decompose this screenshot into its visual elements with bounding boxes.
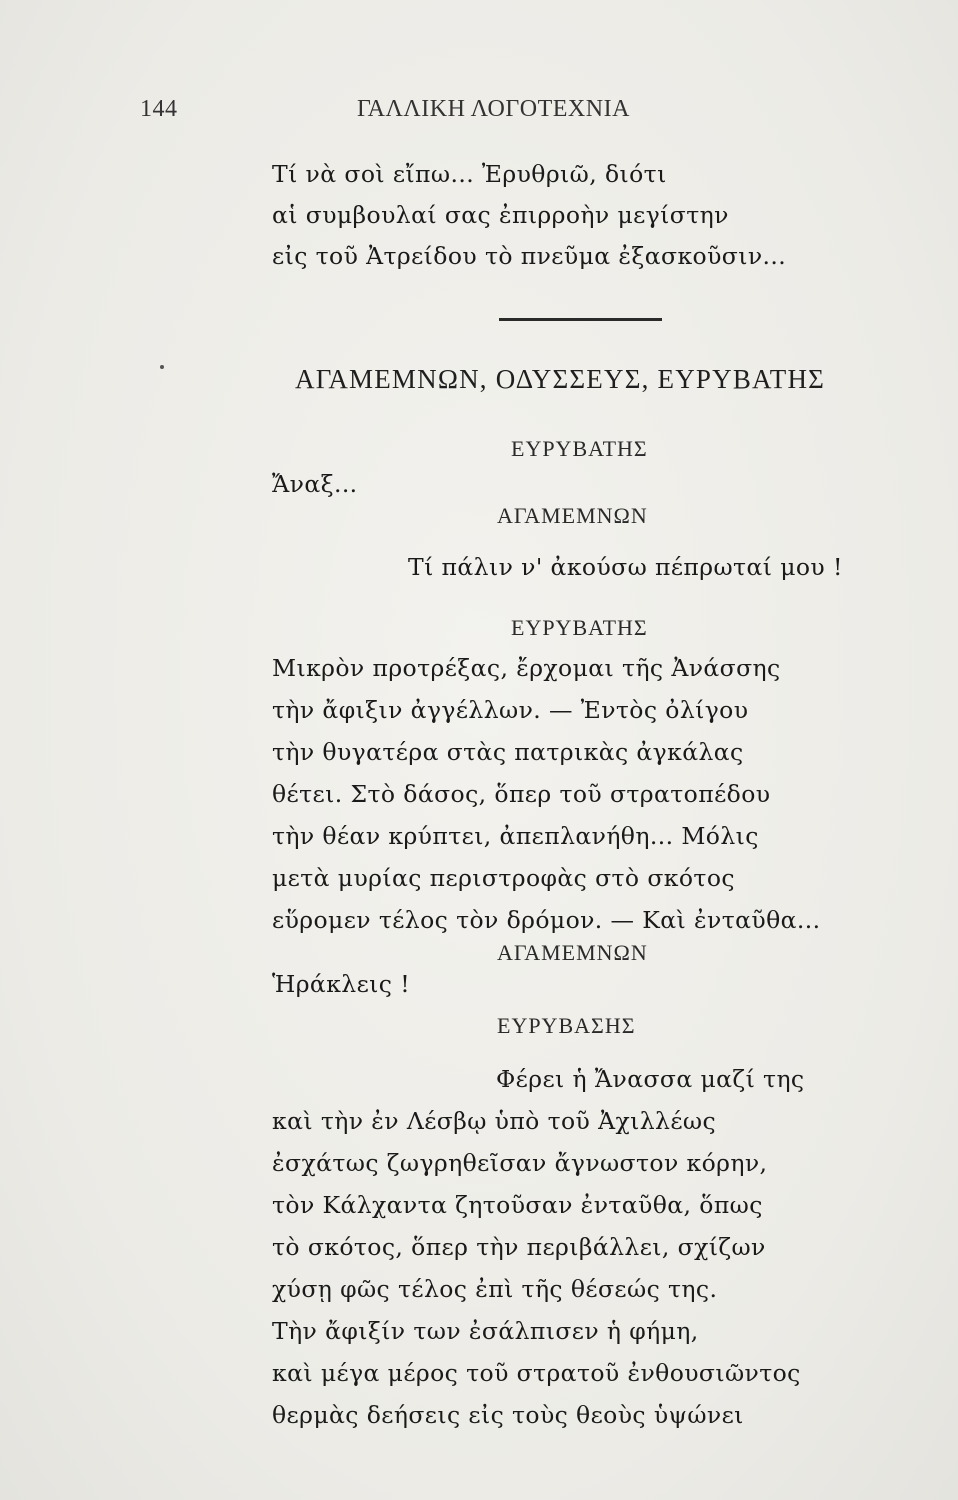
verse-line: ἐσχάτως ζωγρηθεῖσαν ἄγνωστον κόρην, — [272, 1149, 768, 1177]
speaker-name: ΑΓΑΜΕΜΝΩΝ — [497, 503, 648, 528]
verse-line: τὸ σκότος, ὅπερ τὴν περιβάλλει, σχίζων — [272, 1233, 766, 1261]
verse-line: καὶ τὴν ἐν Λέσβῳ ὑπὸ τοῦ Ἀχιλλέως — [272, 1107, 717, 1135]
verse-line: θερμὰς δεήσεις εἰς τοὺς θεοὺς ὑψώνει — [272, 1401, 744, 1429]
verse-line: εὕρομεν τέλος τὸν δρόμον. — Καὶ ἐνταῦθα... — [272, 906, 821, 934]
verse-line: Τί πάλιν ν' ἀκούσω πέπρωταί μου ! — [408, 553, 843, 581]
verse-line: αἱ συμβουλαί σας ἐπιρροὴν μεγίστην — [272, 201, 729, 229]
verse-line: τὴν ἄφιξιν ἀγγέλλων. — Ἐντὸς ὀλίγου — [272, 696, 749, 724]
speaker-name: ΕΥΡΥΒΑΤΗΣ — [511, 436, 648, 461]
scene-heading: ΑΓΑΜΕΜΝΩΝ, ΟΔΥΣΣΕΥΣ, ΕΥΡΥΒΑΤΗΣ — [295, 364, 826, 394]
verse-line: Τὴν ἄφιξίν των ἐσάλπισεν ἡ φήμη, — [272, 1317, 699, 1345]
verse-line: Ἡράκλεις ! — [272, 970, 411, 998]
verse-line: Φέρει ἡ Ἄνασσα μαζί της — [496, 1065, 805, 1093]
verse-line: καὶ μέγα μέρος τοῦ στρατοῦ ἐνθουσιῶντος — [272, 1359, 801, 1387]
verse-line: Μικρὸν προτρέξας, ἔρχομαι τῆς Ἀνάσσης — [272, 654, 781, 682]
verse-line: μετὰ μυρίας περιστροφὰς στὸ σκότος — [272, 864, 735, 892]
verse-line: Ἄναξ... — [272, 470, 358, 498]
running-title: ΓΑΛΛΙΚΗ ΛΟΓΟΤΕΧΝΙΑ — [357, 96, 630, 122]
speaker-name: ΕΥΡΥΒΑΣΗΣ — [497, 1013, 636, 1038]
verse-line: τὴν θυγατέρα στὰς πατρικὰς ἀγκάλας — [272, 738, 744, 766]
speaker-name: ΕΥΡΥΒΑΤΗΣ — [511, 615, 648, 640]
verse-line: θέτει. Στὸ δάσος, ὅπερ τοῦ στρατοπέδου — [272, 780, 771, 808]
page-number: 144 — [140, 96, 178, 122]
verse-line: χύσῃ φῶς τέλος ἐπὶ τῆς θέσεώς της. — [272, 1275, 718, 1303]
verse-line: Τί νὰ σοὶ εἴπω... Ἐρυθριῶ, διότι — [272, 160, 667, 188]
verse-line: εἰς τοῦ Ἀτρείδου τὸ πνεῦμα ἐξασκοῦσιν... — [272, 242, 787, 270]
speaker-name: ΑΓΑΜΕΜΝΩΝ — [497, 940, 648, 965]
verse-line: τὴν θέαν κρύπτει, ἀπεπλανήθη... Μόλις — [272, 822, 759, 850]
print-speck — [160, 365, 164, 369]
verse-line: τὸν Κάλχαντα ζητοῦσαν ἐνταῦθα, ὅπως — [272, 1191, 763, 1219]
section-divider — [499, 318, 662, 321]
